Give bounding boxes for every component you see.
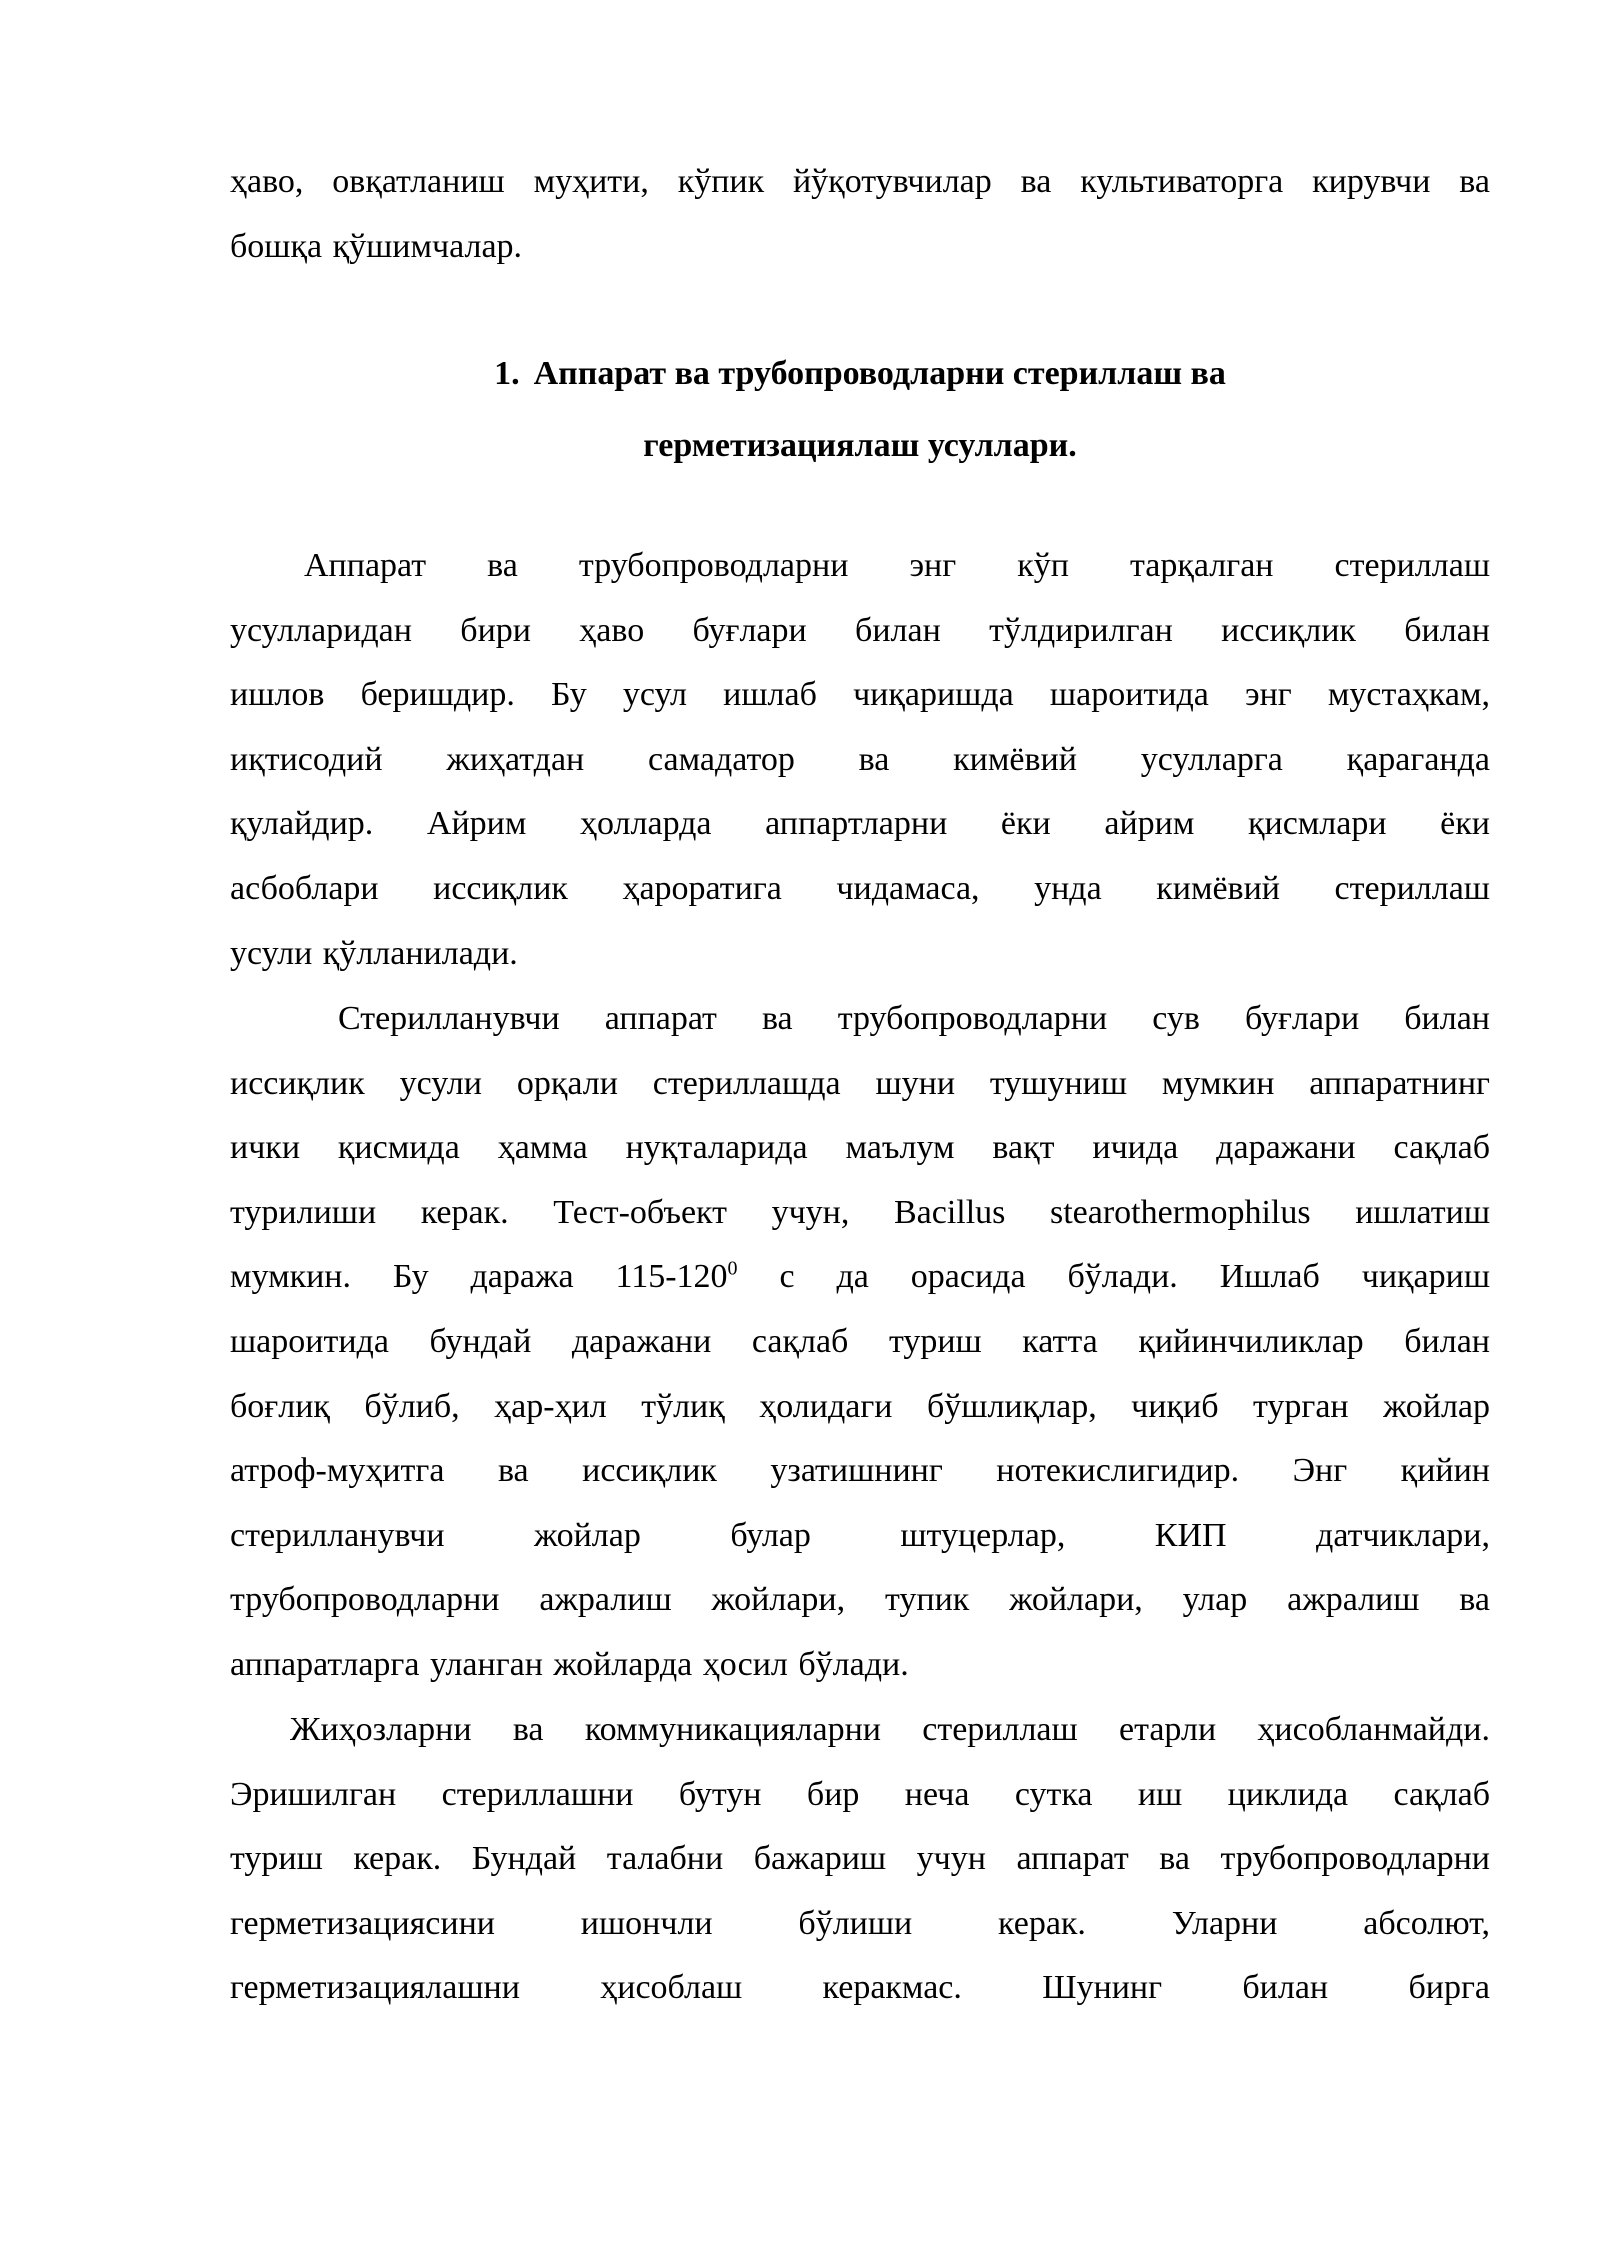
para1-line-2: усулларидан бири ҳаво буғлари билан тўлдирилган иссиқлик билан	[230, 611, 1490, 649]
para2-line-9: стерилланувчи жойлар булар штуцерлар, КИП датчиклари,	[230, 1516, 1490, 1554]
para2-line-8: атроф-муҳитга ва иссиқлик узатишнинг нотекислигидир. Энг қийин	[230, 1452, 1490, 1490]
para1-line-5: қулайдир. Айрим ҳолларда аппартларни ёки айрим қисмлари ёки	[230, 805, 1490, 843]
intro-paragraph	[230, 150, 1490, 279]
para2-line-1: Стерилланувчи аппарат ва трубопроводларни сув буғлари билан	[338, 1000, 1490, 1037]
temperature-text-start: мумкин. Бу даража 115-120	[230, 1258, 728, 1296]
section-heading-line-1	[230, 342, 1490, 406]
temperature-text-end: с да орасида бўлади. Ишлаб чиқариш	[737, 1258, 1491, 1296]
para2-line-5	[230, 1245, 1490, 1310]
para3-line-2: Эришилган стериллашни бутун бир неча сутка иш циклида сақлаб	[230, 1775, 1490, 1813]
paragraph-1	[230, 534, 1490, 986]
para1-line-7: усули қўлланилади.	[230, 934, 518, 972]
section-heading-line-2: герметизациялаш усуллари.	[643, 427, 1077, 464]
intro-line-1: ҳаво, овқатланиш муҳити, кўпик йўқотувчилар ва культиваторга кирувчи ва	[230, 163, 1490, 200]
para1-line-3: ишлов беришдир. Бу усул ишлаб чиқаришда шароитида энг мустаҳкам,	[230, 676, 1490, 714]
para2-line-11: аппаратларга уланган жойларда ҳосил бўлади.	[230, 1645, 909, 1683]
para2-line-4: турилиши керак. Тест-объект учун, Bacillus stearothermophilus ишлатиш	[230, 1193, 1490, 1231]
degree-superscript: 0	[727, 1258, 738, 1281]
para3-line-3: туриш керак. Бундай талабни бажариш учун аппарат ва трубопроводларни	[230, 1840, 1490, 1878]
para1-line-6: асбоблари иссиқлик ҳароратига чидамаса, унда кимёвий стериллаш	[230, 869, 1490, 907]
intro-line-2: бошқа қўшимчалар.	[230, 227, 523, 265]
para1-line-4: иқтисодий жиҳатдан самадатор ва кимёвий усулларга қараганда	[230, 740, 1490, 778]
para3-line-4: герметизациясини ишончли бўлиши керак. Уларни абсолют,	[230, 1904, 1490, 1942]
para3-line-5: герметизациялашни ҳисоблаш керакмас. Шунинг билан бирга	[230, 1969, 1490, 2007]
paragraph-2	[230, 987, 1490, 1698]
para2-line-7: боғлиқ бўлиб, ҳар-ҳил тўлиқ ҳолидаги бўшлиқлар, чиқиб турган жойлар	[230, 1387, 1490, 1425]
paragraph-3	[230, 1698, 1490, 2021]
para1-line-1: Аппарат ва трубопроводларни энг кўп тарқалган стериллаш	[304, 547, 1490, 584]
para2-line-3: ички қисмида ҳамма нуқталарида маълум вақт ичида даражани сақлаб	[230, 1129, 1490, 1167]
section-title-part-1: Аппарат ва трубопроводларни стериллаш ва	[533, 355, 1226, 392]
para2-line-10: трубопроводларни ажралиш жойлари, тупик жойлари, улар ажралиш ва	[230, 1581, 1490, 1619]
section-number: 1.	[494, 355, 520, 392]
para2-line-2: иссиқлик усули орқали стериллашда шуни тушуниш мумкин аппаратнинг	[230, 1064, 1490, 1102]
para2-line-6: шароитида бундай даражани сақлаб туриш катта қийинчиликлар билан	[230, 1322, 1490, 1360]
para3-line-1: Жиҳозларни ва коммуникацияларни стериллаш етарли ҳисобланмайди.	[290, 1711, 1490, 1748]
section-heading	[230, 342, 1490, 478]
